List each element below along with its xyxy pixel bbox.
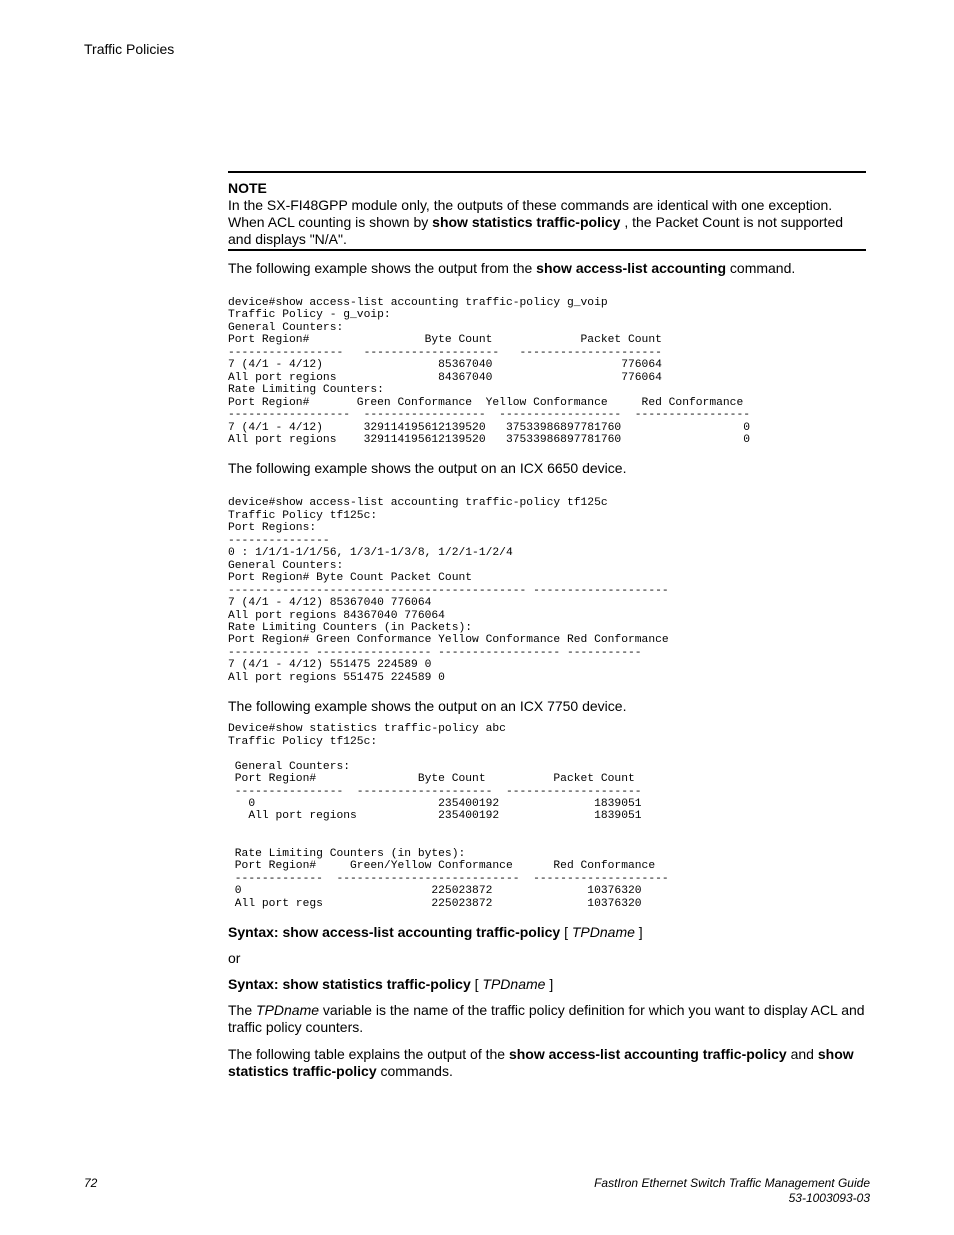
paragraph-text: The following table explains the output of the: [228, 1046, 509, 1063]
syntax-line-1: [228, 924, 866, 941]
note-command: show statistics traffic-policy: [432, 214, 621, 230]
note-box: [228, 171, 866, 251]
syntax-bracket-close: ]: [634, 924, 643, 941]
code-example-2: device#show access-list accounting traffic-policy tf125c Traffic Policy tf125c: Port Regions: --------------- 0 : 1/1/1-1/1/56, 1/3/1-1/3/8, 1/2/1-1/2/4 General Counters: Port Region# Byte Count Packet Count -------------------------------------------- -------------------- 7 (4/1 - 4/12) 85367040 776064 All port regions 84367040 776064 Rate Limiting Counters (in Packets): Port Region# Green Conformance Yellow Conformance Red Conformance ------------ ----------------- ------------------ ----------- 7 (4/1 - 4/12) 551475 224589 0 All port regions 551475 224589 0: [228, 497, 669, 684]
command-name-2: show statistics traffic-policy: [228, 1046, 854, 1080]
syntax-bracket-open: [: [560, 924, 572, 941]
note-line-1: In the SX-FI48GPP module only, the outputs of these commands are identical with one exception.: [228, 197, 833, 213]
or-text: or: [228, 950, 241, 967]
syntax-variable: TPDname: [482, 976, 546, 993]
footer-doc-info: [594, 1176, 870, 1206]
paragraph-text-end: command.: [726, 260, 796, 276]
syntax-command: Syntax: show statistics traffic-policy: [228, 976, 471, 993]
page-number: 72: [84, 1176, 98, 1190]
paragraph-icx7750: The following example shows the output on an ICX 7750 device.: [228, 698, 627, 715]
syntax-variable: TPDname: [571, 924, 635, 941]
paragraph-intro: [228, 260, 866, 277]
paragraph-text: The following example shows the output from the: [228, 260, 537, 276]
command-name-1: show access-list accounting traffic-policy: [508, 1046, 787, 1063]
syntax-line-2: [228, 976, 866, 993]
syntax-bracket-close: ]: [545, 976, 554, 993]
document-id: 53-1003093-03: [788, 1191, 870, 1205]
code-example-1: device#show access-list accounting traffic-policy g_voip Traffic Policy - g_voip: General Counters: Port Region# Byte Count Packet Count ----------------- -------------------- --------------------- 7 (4/1 - 4/12) 85367040 776064 All port regions 84367040 776064 Rate Limiting Counters: Port Region# Green Conformance Yellow Conformance Red Conformance ------------------ ------------------ ------------------ ----------------- 7 (4/1 - 4/12) 329114195612139520 37533986897781760 0 All port regions 329114195612139520 37533986897781760 0: [228, 297, 751, 446]
syntax-command: Syntax: show access-list accounting traffic-policy: [228, 924, 561, 941]
code-example-3: Device#show statistics traffic-policy abc Traffic Policy tf125c: General Counters: Port Region# Byte Count Packet Count ---------------- -------------------- -------------------- 0 235400192 1839051 All port regions 235400192 1839051 Rate Limiting Counters (in bytes): Port Region# Green/Yellow Conformance Red Conformance ------------- --------------------------- -------------------- 0 225023872 10376320 All port regs 225023872 10376320: [228, 723, 669, 910]
note-text-end: , the Packet Count is not supported and displays "N/A".: [228, 214, 844, 247]
paragraph-icx6650: The following example shows the output on an ICX 6650 device.: [228, 460, 627, 477]
note-title: NOTE: [228, 180, 267, 196]
paragraph-tpdname: [228, 1002, 866, 1036]
note-text: When ACL counting is shown by: [228, 214, 433, 230]
variable-name: TPDname: [256, 1002, 320, 1019]
guide-title: FastIron Ethernet Switch Traffic Management Guide: [594, 1176, 870, 1190]
paragraph-text-end: variable is the name of the traffic policy definition for which you want to display ACL and traffic policy counters.: [228, 1002, 865, 1036]
syntax-bracket-open: [: [470, 976, 483, 993]
paragraph-text: The: [228, 1002, 257, 1019]
paragraph-text-end: commands.: [376, 1063, 453, 1080]
command-name: show access-list accounting: [536, 260, 727, 276]
paragraph-table-intro: [228, 1046, 866, 1080]
running-header: Traffic Policies: [84, 41, 175, 57]
paragraph-text-mid: and: [786, 1046, 818, 1063]
main-content: [228, 171, 866, 1080]
note-line-2: [228, 214, 866, 248]
